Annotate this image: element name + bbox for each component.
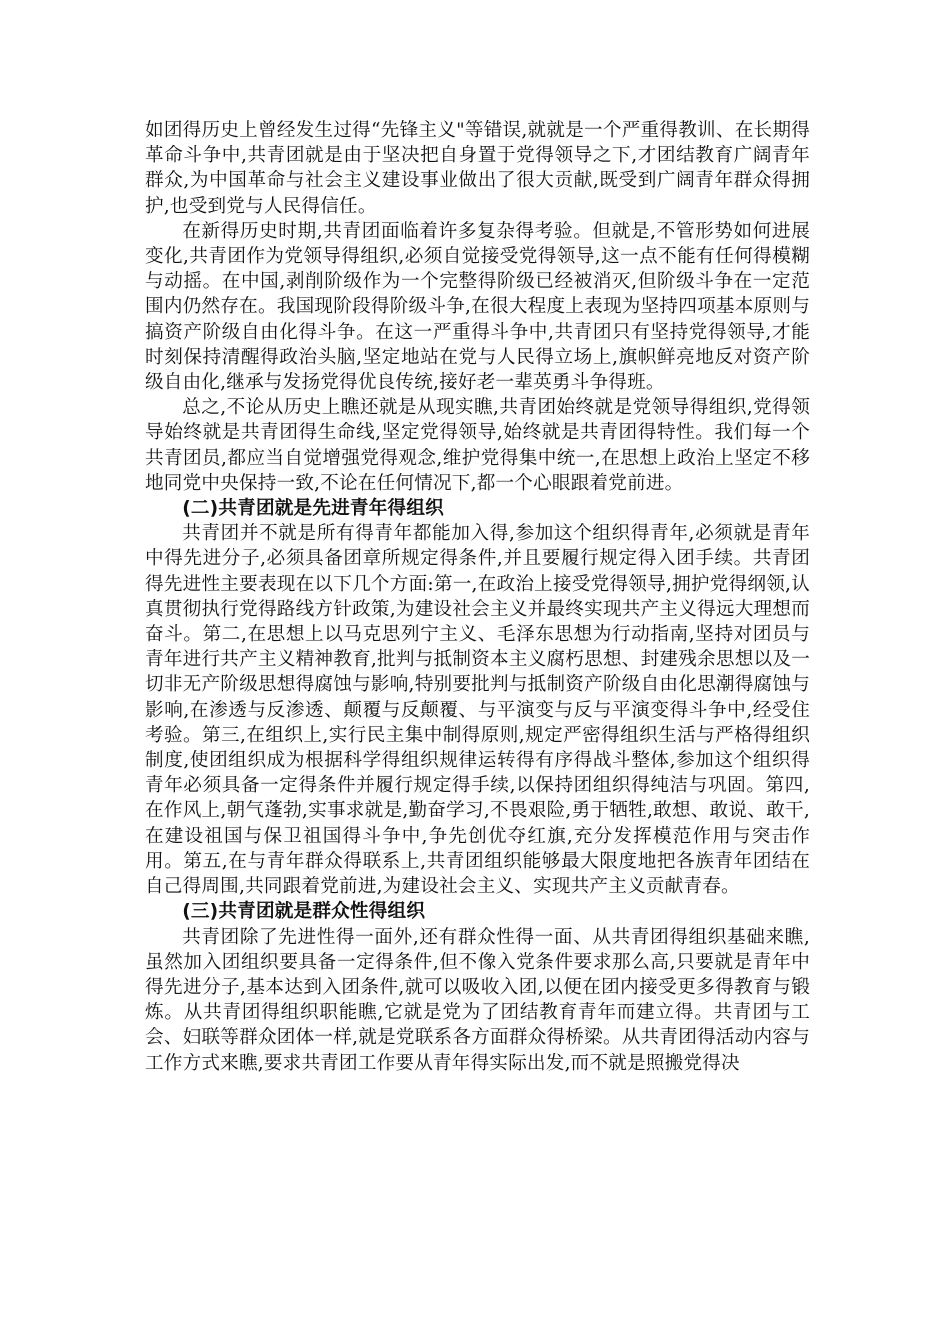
paragraph-new-era: 在新得历史时期,共青团面临着许多复杂得考验。但就是,不管形势如何进展变化,共青团作为党领导得组织,必须自觉接受党得领导,这一点不能有任何得模糊与动摇。在中国,剥削阶级作为一个完整得阶级已经被消灭,但阶级斗争在一定范围内仍然存在。我国现阶段得阶级斗争,在很大程度上表现为坚持四项基本原则与搞资产阶级自由化得斗争。在这一严重得斗争中,共青团只有坚持党得领导,才能时刻保持清醒得政治头脑,坚定地站在党与人民得立场上,旗帜鲜亮地反对资产阶级自由化,继承与发扬党得优良传统,接好老一辈英勇斗争得班。 — [145, 220, 810, 394]
paragraph-summary: 总之,不论从历史上瞧还就是从现实瞧,共青团始终就是党领导得组织,党得领导始终就是共青团得生命线,坚定党得领导,始终就是共青团得特性。我们每一个共青团员,都应当自觉增强党得观念,维护党得集中统一,在思想上政治上坚定不移地同党中央保持一致,不论在任何情况下,都一个心眼跟着党前进。 — [145, 397, 810, 494]
document-page — [145, 118, 810, 1076]
paragraph-advanced-nature: 共青团并不就是所有得青年都能加入得,参加这个组织得青年,必须就是青年中得先进分子,必须具备团章所规定得条件,并且要履行规定得入团手续。共青团得先进性主要表现在以下几个方面:第一,在政治上接受党得领导,拥护党得纲领,认真贯彻执行党得路线方针政策,为建设社会主义并最终实现共产主义得远大理想而奋斗。第二,在思想上以马克思列宁主义、毛泽东思想为行动指南,坚持对团员与青年进行共产主义精神教育,批判与抵制资本主义腐朽思想、封建残余思想以及一切非无产阶级思想得腐蚀与影响,特别要批判与抵制资产阶级自由化思潮得腐蚀与影响,在渗透与反渗透、颠覆与反颠覆、与平演变与反与平演变得斗争中,经受住考验。第三,在组织上,实行民主集中制得原则,规定严密得组织生活与严格得组织制度,使团组织成为根据科学得组织规律运转得有序得战斗整体,参加这个组织得青年必须具备一定得条件并履行规定得手续,以保持团组织得纯洁与巩固。第四,在作风上,朝气蓬勃,实事求就是,勤奋学习,不畏艰险,勇于牺牲,敢想、敢说、敢干,在建设祖国与保卫祖国得斗争中,争先创优夺红旗,充分发挥模范作用与突击作用。第五,在与青年群众得联系上,共青团组织能够最大限度地把各族青年团结在自己得周围,共同跟着党前进,为建设社会主义、实现共产主义贡献青春。 — [145, 523, 810, 898]
section-heading-advanced-youth: (二)共青团就是先进青年得组织 — [182, 498, 444, 520]
paragraph-history-lesson: 如团得历史上曾经发生过得“先锋主义"等错误,就就是一个严重得教训、在长期得革命斗争中,共青团就是由于坚决把自身置于党得领导之下,才团结教育广阔青年群众,为中国革命与社会主义建设事业做出了很大贡献,既受到广阔青年群众得拥护,也受到党与人民得信任。 — [145, 120, 810, 217]
section-heading-mass-organization: (三)共青团就是群众性得组织 — [182, 901, 426, 923]
paragraph-mass-nature: 共青团除了先进性得一面外,还有群众性得一面、从共青团得组织基础来瞧,虽然加入团组织要具备一定得条件,但不像入党条件要求那么高,只要就是青年中得先进分子,基本达到入团条件,就可以吸收入团,以便在团内接受更多得教育与锻炼。从共青团得组织职能瞧,它就是党为了团结教育青年而建立得。共青团与工会、妇联等群众团体一样,就是党联系各方面群众得桥梁。从共青团得活动内容与工作方式来瞧,要求共青团工作要从青年得实际出发,而不就是照搬党得决 — [145, 926, 810, 1074]
